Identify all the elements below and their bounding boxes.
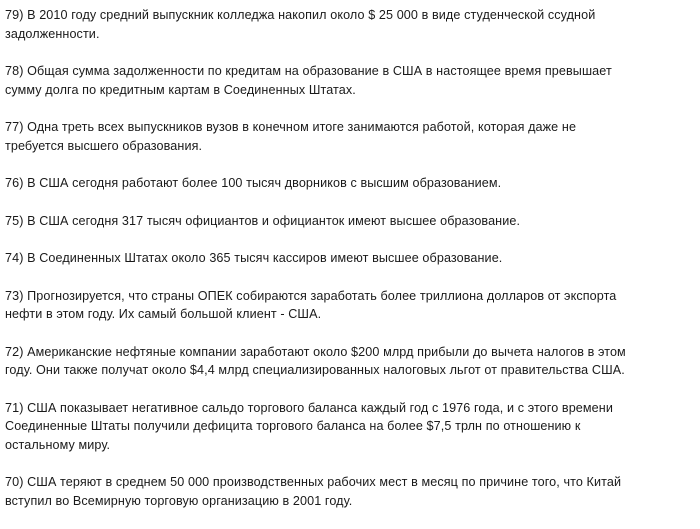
fact-line: 78) Общая сумма задолженности по кредитам на образование в США в настоящее время превышает — [5, 64, 612, 78]
fact-line: нефти в этом году. Их самый большой клиент - США. — [5, 307, 322, 321]
fact-line: 74) В Соединенных Штатах около 365 тысяч кассиров имеют высшее образование. — [5, 251, 503, 265]
fact-line: 75) В США сегодня 317 тысяч официантов и официанток имеют высшее образование. — [5, 213, 521, 228]
fact-line: 70) США теряют в среднем 50 000 производственных рабочих мест в месяц по причине того, что Китай — [5, 475, 622, 489]
fact-line: 77) Одна треть всех выпускников вузов в конечном итоге занимаются работой, которая даже не — [5, 120, 577, 134]
fact-item-74 — [5, 249, 695, 268]
fact-line: 71) США показывает негативное сальдо торгового баланса каждый год с 1976 года, и с этого времени — [5, 400, 613, 415]
fact-item-79 — [5, 6, 695, 43]
fact-line: требуется высшего образования. — [5, 138, 203, 153]
fact-line: вступил во Всемирную торговую организацию в 2001 году. — [5, 493, 353, 508]
fact-line: году. Они также получат около $4,4 млрд специализированных налоговых льгот от правительства США. — [5, 363, 625, 377]
fact-line: 72) Американские нефтяные компании заработают около $200 млрд прибыли до вычета налогов в этом — [5, 344, 626, 359]
fact-item-78 — [5, 62, 695, 99]
fact-line: 73) Прогнозируется, что страны ОПЕК собираются заработать более триллиона долларов от экспорта — [5, 288, 617, 303]
fact-line: Соединенные Штаты получили дефицита торгового баланса на более $7,5 трлн по отношению к — [5, 419, 581, 433]
fact-line: 76) В США сегодня работают более 100 тысяч дворников с высшим образованием. — [5, 176, 502, 190]
fact-line: остальному миру. — [5, 437, 111, 452]
fact-line: 79) В 2010 году средний выпускник колледжа накопил около $ 25 000 в виде студенческой ссудной — [5, 8, 596, 22]
fact-item-73 — [5, 287, 695, 324]
fact-item-77 — [5, 118, 695, 155]
document-body — [5, 6, 695, 529]
fact-line: задолженности. — [5, 26, 100, 41]
fact-item-72 — [5, 343, 695, 380]
fact-item-75 — [5, 212, 695, 231]
fact-item-76 — [5, 174, 695, 193]
fact-item-70 — [5, 473, 695, 510]
fact-item-71 — [5, 399, 695, 455]
fact-line: сумму долга по кредитным картам в Соединенных Штатах. — [5, 82, 356, 97]
